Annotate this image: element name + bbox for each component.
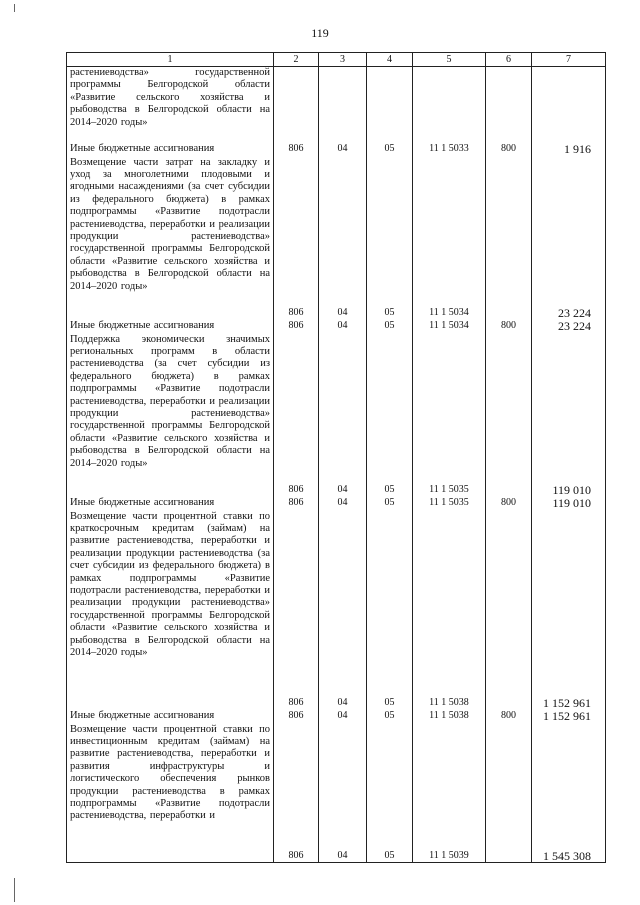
cell-subsection: 05 xyxy=(367,724,413,863)
cell-target-article: 11 1 5038 xyxy=(413,511,486,710)
cell-ministry xyxy=(274,67,319,143)
cell-ministry: 806 xyxy=(274,320,319,334)
cell-section: 04 xyxy=(319,157,367,320)
cell-expense-type: 800 xyxy=(486,143,532,157)
cell-expense-type xyxy=(486,67,532,143)
cell-target-article: 11 1 5035 xyxy=(413,497,486,511)
cell-amount: 119 010 xyxy=(532,334,606,497)
cell-subsection: 05 xyxy=(367,320,413,334)
table-row xyxy=(67,320,606,334)
row-description: Возмещение части процентной ставки по инвестиционным кредитам (займам) на развитие растениеводства, переработки и развития инфраструктуры и логистического обеспечения рынков продукции растениеводства в рамках подпрограммы «Развитие подотрасли растениеводства, переработки и xyxy=(67,724,274,863)
table-row xyxy=(67,710,606,724)
cell-target-article xyxy=(413,67,486,143)
cell-expense-type xyxy=(486,724,532,863)
column-header: 1 xyxy=(67,53,274,67)
column-header: 6 xyxy=(486,53,532,67)
cell-section: 04 xyxy=(319,334,367,497)
row-description: Иные бюджетные ассигнования xyxy=(67,143,274,157)
cell-section: 04 xyxy=(319,710,367,724)
cell-subsection: 05 xyxy=(367,511,413,710)
cell-subsection xyxy=(367,67,413,143)
cell-target-article: 11 1 5039 xyxy=(413,724,486,863)
row-description: Возмещение части процентной ставки по краткосрочным кредитам (займам) на развитие растениеводства, переработки и реализации продукции растениеводства (за счет субсидии из федерального бюджета) в рамках подпрограммы «Развитие подотрасли растениеводства, переработки и реализации продукции растениеводства» государственной программы Белгородской области «Развитие сельского хозяйства и рыбоводства в Белгородской области на 2014–2020 годы» xyxy=(67,511,274,710)
cell-target-article: 11 1 5034 xyxy=(413,157,486,320)
cell-ministry: 806 xyxy=(274,724,319,863)
cell-subsection: 05 xyxy=(367,334,413,497)
cell-expense-type: 800 xyxy=(486,320,532,334)
cell-subsection: 05 xyxy=(367,710,413,724)
cell-expense-type xyxy=(486,334,532,497)
table-row xyxy=(67,157,606,320)
cell-target-article: 11 1 5035 xyxy=(413,334,486,497)
cell-amount: 1 916 xyxy=(532,143,606,157)
cell-ministry: 806 xyxy=(274,511,319,710)
column-header: 4 xyxy=(367,53,413,67)
row-description: Иные бюджетные ассигнования xyxy=(67,710,274,724)
cell-section: 04 xyxy=(319,724,367,863)
column-header: 5 xyxy=(413,53,486,67)
cell-amount: 23 224 xyxy=(532,157,606,320)
cell-amount xyxy=(532,67,606,143)
cell-amount: 1 152 961 xyxy=(532,511,606,710)
table-row xyxy=(67,724,606,863)
header-row xyxy=(67,53,606,67)
column-header: 3 xyxy=(319,53,367,67)
cell-section: 04 xyxy=(319,143,367,157)
cell-expense-type: 800 xyxy=(486,710,532,724)
cell-section: 04 xyxy=(319,497,367,511)
cell-ministry: 806 xyxy=(274,497,319,511)
table-row xyxy=(67,67,606,143)
cell-amount: 23 224 xyxy=(532,320,606,334)
cell-amount: 1 545 308 xyxy=(532,724,606,863)
table-row xyxy=(67,334,606,497)
row-description: растениеводства» государственной программы Белгородской области «Развитие сельского хозяйства и рыбоводства в Белгородской области на 2014–2020 годы» xyxy=(67,67,274,143)
cell-amount: 1 152 961 xyxy=(532,710,606,724)
cell-ministry: 806 xyxy=(274,710,319,724)
cell-subsection: 05 xyxy=(367,157,413,320)
cell-expense-type xyxy=(486,511,532,710)
table-row xyxy=(67,511,606,710)
row-description: Иные бюджетные ассигнования xyxy=(67,320,274,334)
cell-subsection: 05 xyxy=(367,497,413,511)
cell-amount: 119 010 xyxy=(532,497,606,511)
cell-expense-type xyxy=(486,157,532,320)
page-number: 119 xyxy=(311,26,329,40)
table-row xyxy=(67,143,606,157)
row-description: Возмещение части затрат на закладку и уход за многолетними плодовыми и ягодными насаждениями (за счет субсидии из федерального бюджета) в рамках подпрограммы «Развитие подотрасли растениеводства, переработки и реализации продукции растениеводства» государственной программы Белгородской области «Развитие сельского хозяйства и рыбоводства в Белгородской области на 2014–2020 годы» xyxy=(67,157,274,320)
cell-section: 04 xyxy=(319,511,367,710)
row-description: Иные бюджетные ассигнования xyxy=(67,497,274,511)
margin-mark-top xyxy=(14,4,15,12)
cell-target-article: 11 1 5038 xyxy=(413,710,486,724)
cell-ministry: 806 xyxy=(274,157,319,320)
table-row xyxy=(67,497,606,511)
cell-section xyxy=(319,67,367,143)
cell-subsection: 05 xyxy=(367,143,413,157)
column-header: 2 xyxy=(274,53,319,67)
cell-ministry: 806 xyxy=(274,334,319,497)
cell-target-article: 11 1 5033 xyxy=(413,143,486,157)
budget-table xyxy=(66,52,606,863)
column-header: 7 xyxy=(532,53,606,67)
cell-section: 04 xyxy=(319,320,367,334)
cell-expense-type: 800 xyxy=(486,497,532,511)
margin-mark-bottom xyxy=(14,878,15,902)
cell-target-article: 11 1 5034 xyxy=(413,320,486,334)
row-description: Поддержка экономически значимых региональных программ в области растениеводства (за счет субсидии из федерального бюджета) в рамках подпрограммы «Развитие подотрасли растениеводства, переработки и реализации продукции растениеводства» государственной программы Белгородской области «Развитие сельского хозяйства и рыбоводства в Белгородской области на 2014–2020 годы» xyxy=(67,334,274,497)
cell-ministry: 806 xyxy=(274,143,319,157)
